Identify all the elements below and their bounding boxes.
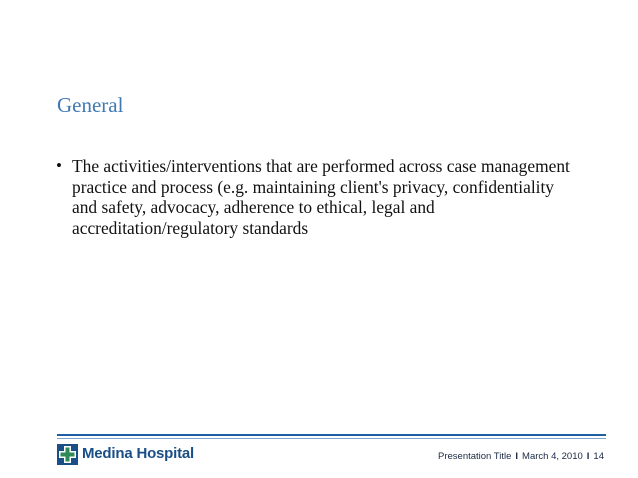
footer-date: March 4, 2010 [522,451,583,462]
footer-presentation-title: Presentation Title [438,451,512,462]
bullet-item [56,156,576,238]
footer-separator: I [515,451,519,462]
footer-separator: I [586,451,590,462]
bullet-list [56,156,576,238]
footer-divider [57,434,606,436]
footer-page-number: 14 [593,451,604,462]
bullet-text: The activities/interventions that are performed across case management practice and process (e.g. maintaining client's privacy, confidentiality and safety, advocacy, adherence to ethical, legal and accreditation/regulatory standards [72,156,570,238]
medina-hospital-cross-logo-icon [57,444,78,465]
logo-text: Medina Hospital [82,445,195,462]
slide-title: General [57,93,124,117]
hospital-logo [57,443,194,465]
footer-meta [438,451,604,463]
footer-divider-thin [57,438,606,439]
bullet-dot-icon: • [56,156,62,175]
